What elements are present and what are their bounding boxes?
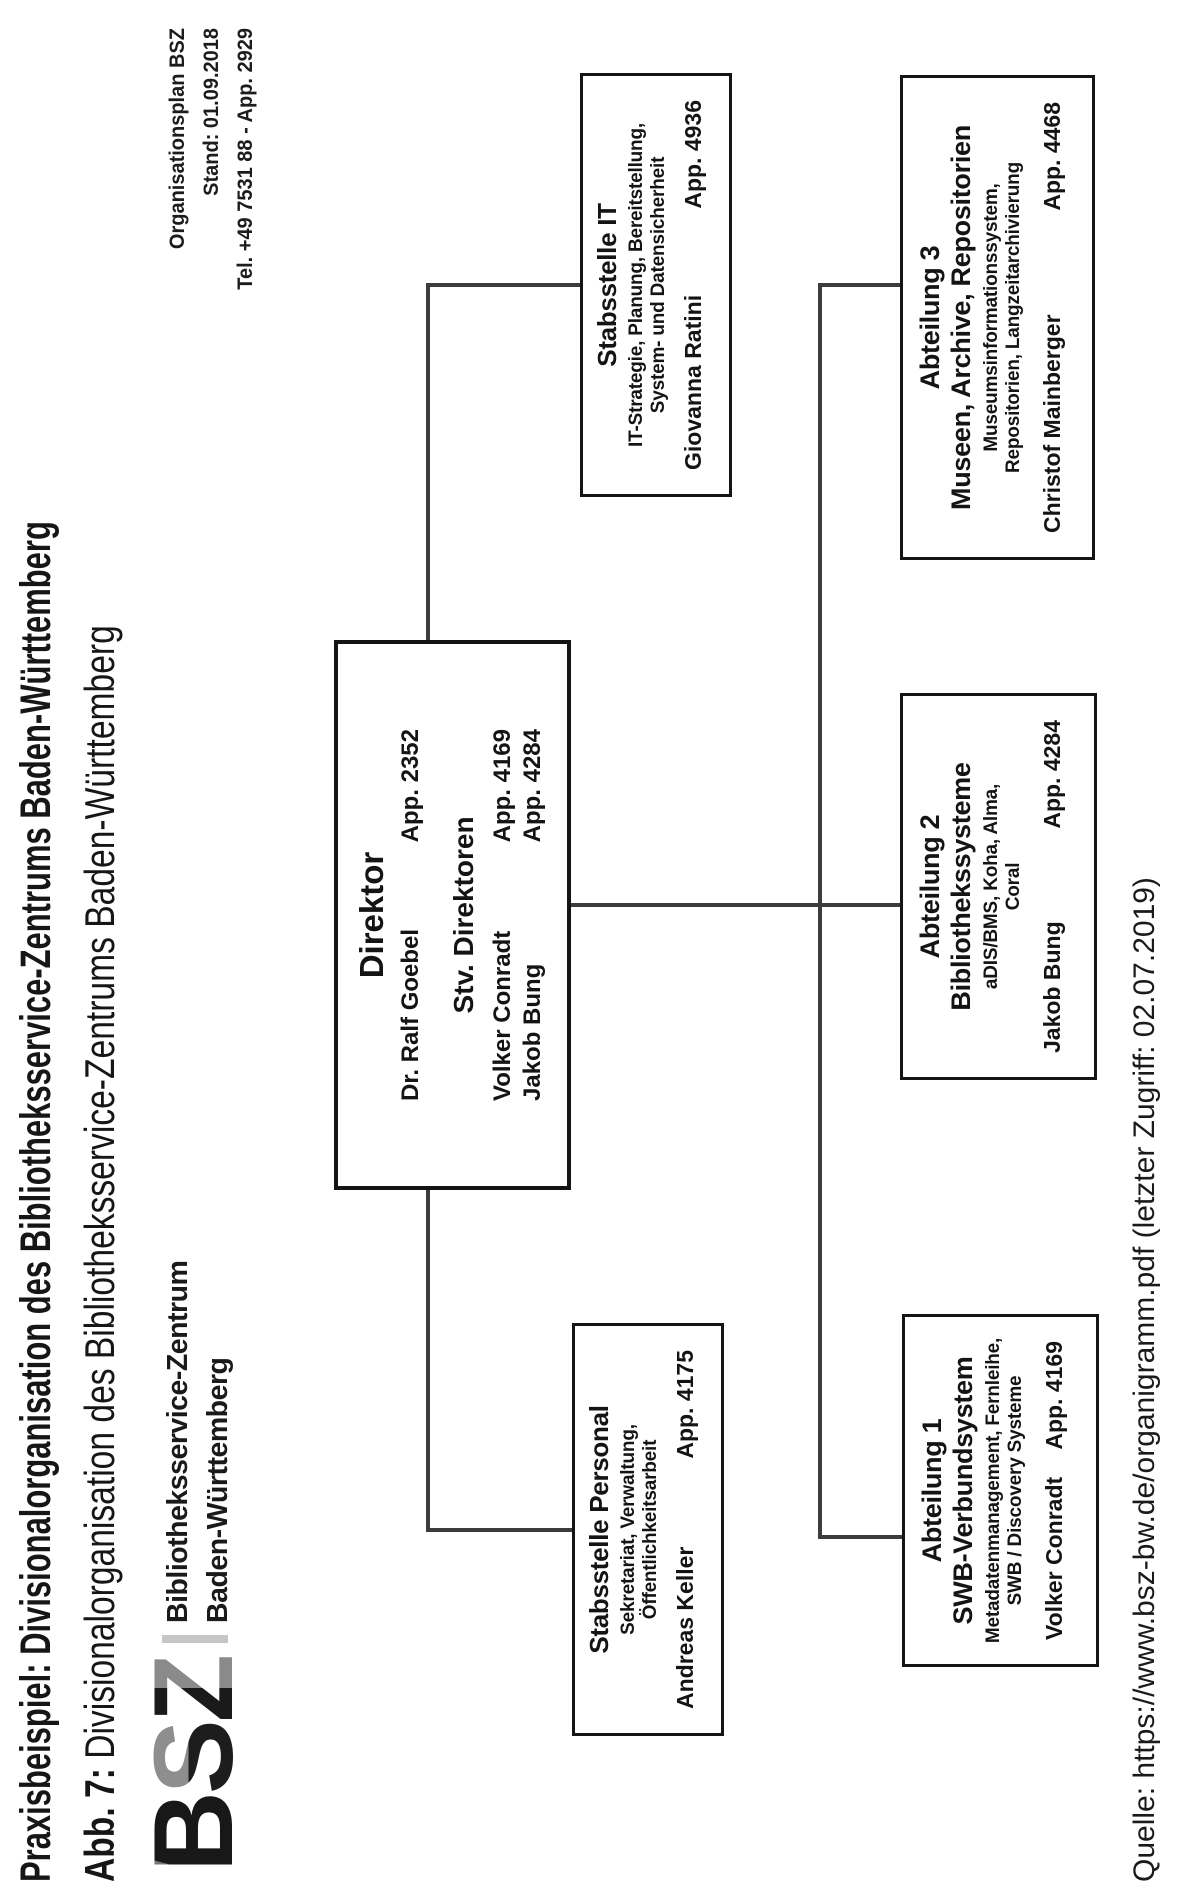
bsz-letter-s: S [131, 1722, 256, 1795]
plan-info-title: Organisationsplan BSZ [165, 28, 189, 250]
abt3-subtitle: Museen, Archive, Repositorien [946, 125, 976, 510]
direktor-row1 [396, 644, 426, 1186]
plan-info [160, 28, 262, 448]
bsz-letter-z: Z [131, 1656, 256, 1723]
org-box-stabsstelle-personal [572, 1323, 724, 1736]
it-title: Stabsstelle IT [592, 203, 622, 367]
direktor-subtitle: Stv. Direktoren [448, 816, 479, 1014]
abt3-desc1: Museumsinformationssystem, [981, 183, 1002, 452]
direktor-row3-name: Jakob Bung [519, 963, 546, 1101]
connector-director-main-drop [569, 903, 904, 907]
connector-personal-drop [426, 1528, 576, 1532]
plan-info-date: Stand: 01.09.2018 [199, 28, 223, 196]
page-title: Praxisbeispiel: Divisionalorganisation des Bibliotheksservice-Zentrums Baden-Württemberg [12, 521, 60, 1882]
abt2-desc2: Coral [1003, 862, 1024, 911]
connector-director-it-h [426, 283, 430, 642]
abt3-name: Christof Mainberger [1039, 314, 1065, 533]
figure-caption-text: Divisionalorganisation des Bibliotheksservice-Zentrums Baden-Württemberg [76, 625, 123, 1769]
it-app: App. 4936 [680, 100, 706, 209]
direktor-row2-app: App. 4169 [489, 729, 516, 843]
bsz-logo-letters [131, 1656, 256, 1872]
it-desc2: System- und Datensicherheit [648, 156, 669, 414]
org-box-abteilung-2 [900, 693, 1097, 1080]
abt3-desc2: Repositorien, Langzeitarchivierung [1003, 162, 1024, 473]
figure-caption-label: Abb. 7: [76, 1768, 123, 1882]
direktor-row1-name: Dr. Ralf Goebel [397, 928, 424, 1101]
bsz-logo [131, 1260, 256, 1872]
abt2-name: Jakob Bung [1039, 921, 1065, 1053]
it-name-row [680, 76, 707, 494]
org-box-abteilung-1 [902, 1314, 1099, 1667]
abt2-title: Abteilung 2 [915, 814, 945, 959]
abt3-title: Abteilung 3 [915, 245, 945, 390]
direktor-row2 [488, 644, 518, 1186]
connector-abt1-drop [818, 1535, 906, 1539]
connector-abt3-drop [818, 283, 904, 287]
abt1-title: Abteilung 1 [917, 1418, 947, 1563]
abt2-desc1: aDIS/BMS, Koha, Alma, [981, 783, 1002, 990]
personal-desc1: Sekretariat, Verwaltung, [618, 1424, 639, 1635]
logo-text [158, 1261, 238, 1623]
abt3-name-row [1039, 78, 1066, 557]
connector-distribution-line [818, 283, 822, 1539]
personal-desc2: Öffentlichkeitsarbeit [640, 1439, 661, 1620]
direktor-row3 [518, 644, 548, 1186]
logo-text-line2: Baden-Württemberg [202, 1357, 234, 1623]
org-box-direktor [334, 640, 571, 1190]
abt2-subtitle: Bibliothekssysteme [946, 762, 976, 1011]
logo-text-line1: Bibliotheksservice-Zentrum [162, 1260, 194, 1623]
logo-divider-bar [162, 1635, 228, 1643]
connector-it-drop [426, 283, 584, 287]
abt2-name-row [1039, 696, 1066, 1077]
direktor-title: Direktor [353, 851, 390, 979]
abt1-name: Volker Conradt [1041, 1476, 1067, 1640]
direktor-row3-app: App. 4284 [519, 729, 546, 843]
direktor-row1-app: App. 2352 [397, 729, 424, 843]
abt1-app: App. 4169 [1041, 1341, 1067, 1450]
it-name: Giovanna Ratini [680, 294, 706, 470]
plan-info-phone: Tel. +49 7531 88 - App. 2929 [233, 28, 257, 290]
abt1-desc2: SWB / Discovery Systeme [1005, 1375, 1026, 1606]
personal-name: Andreas Keller [672, 1546, 698, 1709]
abt2-app: App. 4284 [1039, 720, 1065, 829]
personal-name-row [672, 1326, 699, 1733]
abt1-name-row [1041, 1317, 1068, 1664]
source-citation: Quelle: https://www.bsz-bw.de/organigramm.pdf (letzter Zugriff: 02.07.2019) [1128, 877, 1161, 1882]
personal-app: App. 4175 [672, 1350, 698, 1459]
figure-caption [76, 625, 124, 1882]
bsz-letter-b: B [131, 1794, 256, 1872]
org-box-abteilung-3 [900, 75, 1095, 560]
abt1-desc1: Metadatenmanagement, Fernleihe, [983, 1337, 1004, 1644]
abt1-subtitle: SWB-Verbundsystem [948, 1356, 978, 1625]
direktor-row2-name: Volker Conradt [489, 930, 516, 1101]
abt3-app: App. 4468 [1039, 102, 1065, 211]
connector-director-personal-h [426, 1186, 430, 1532]
org-box-stabsstelle-it [580, 73, 732, 497]
it-desc1: IT-Strategie, Planung, Bereitstellung, [626, 123, 647, 447]
personal-title: Stabsstelle Personal [584, 1405, 614, 1654]
